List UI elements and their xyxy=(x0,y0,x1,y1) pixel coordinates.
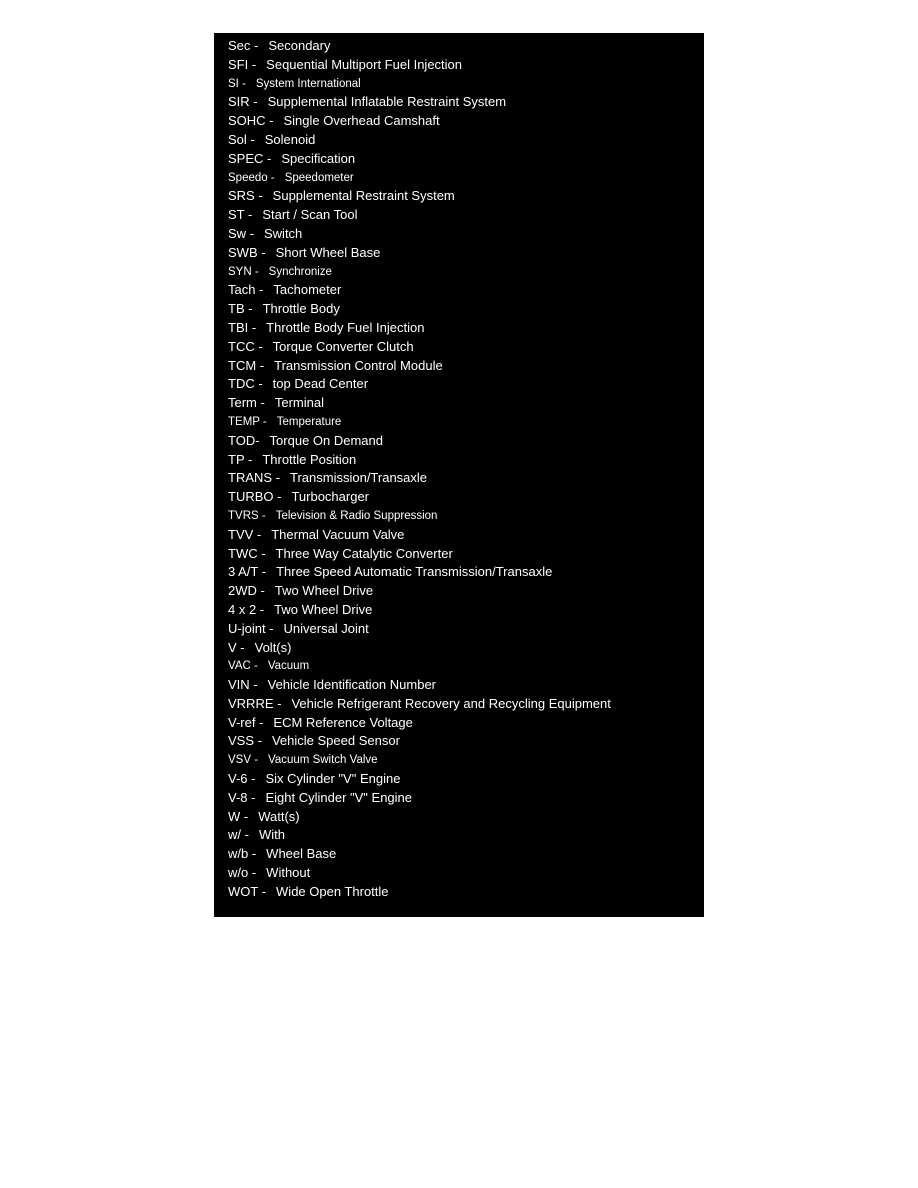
entry-abbreviation: 2WD - xyxy=(228,583,265,599)
glossary-entry xyxy=(214,375,704,394)
glossary-entry xyxy=(214,676,704,695)
entry-abbreviation: VAC - xyxy=(228,660,258,673)
glossary-entry xyxy=(214,112,704,131)
glossary-entry xyxy=(214,695,704,714)
entry-definition: Vacuum Switch Valve xyxy=(268,754,378,767)
glossary-entry xyxy=(214,582,704,601)
entry-definition: Throttle Position xyxy=(262,451,357,467)
entry-definition: Switch xyxy=(264,225,303,241)
entry-definition: Torque Converter Clutch xyxy=(272,338,414,354)
entry-definition: Two Wheel Drive xyxy=(274,583,374,599)
glossary-entry xyxy=(214,620,704,639)
glossary-entry xyxy=(214,826,704,845)
entry-abbreviation: TCC - xyxy=(228,338,263,354)
glossary-entry xyxy=(214,526,704,545)
entry-abbreviation: Speedo - xyxy=(228,171,275,184)
glossary-entry xyxy=(214,394,704,413)
entry-abbreviation: 4 x 2 - xyxy=(228,601,265,617)
entry-definition: System International xyxy=(255,77,361,90)
entry-abbreviation: SRS - xyxy=(228,188,263,204)
glossary-entry xyxy=(214,150,704,169)
entry-abbreviation: VRRRE - xyxy=(228,695,282,711)
entry-definition: Tachometer xyxy=(273,282,342,298)
glossary-entry xyxy=(214,187,704,206)
entry-abbreviation: VSS - xyxy=(228,733,262,749)
entry-definition: Sequential Multiport Fuel Injection xyxy=(266,56,463,72)
glossary-entry xyxy=(214,413,704,432)
glossary-entry xyxy=(214,714,704,733)
glossary-panel xyxy=(214,33,704,917)
entry-abbreviation: WOT - xyxy=(228,883,267,899)
glossary-entry xyxy=(214,75,704,94)
entry-definition: Specification xyxy=(281,150,356,166)
glossary-entry xyxy=(214,545,704,564)
entry-abbreviation: TOD- xyxy=(228,432,260,448)
entry-definition: Secondary xyxy=(268,38,331,53)
entry-definition: Single Overhead Camshaft xyxy=(283,113,440,129)
entry-definition: Wide Open Throttle xyxy=(276,883,389,899)
entry-definition: Vehicle Refrigerant Recovery and Recycling Equipment xyxy=(291,695,611,711)
entry-definition: Vehicle Speed Sensor xyxy=(271,733,400,749)
entry-definition: Volt(s) xyxy=(254,639,292,655)
entry-abbreviation: TP - xyxy=(228,451,253,467)
glossary-entry xyxy=(214,319,704,338)
glossary-entry xyxy=(214,657,704,676)
entry-abbreviation: SFI - xyxy=(228,56,257,72)
entry-definition: Watt(s) xyxy=(258,808,300,824)
entry-abbreviation: SIR - xyxy=(228,94,258,110)
entry-abbreviation: V-6 - xyxy=(228,771,256,787)
entry-abbreviation: TEMP - xyxy=(228,415,267,428)
entry-definition: Without xyxy=(266,865,311,881)
entry-abbreviation: SYN - xyxy=(228,265,259,278)
entry-definition: Eight Cylinder "V" Engine xyxy=(265,789,412,805)
entry-definition: Supplemental Restraint System xyxy=(272,188,455,204)
glossary-entry xyxy=(214,751,704,770)
entry-definition: Start / Scan Tool xyxy=(262,207,358,223)
entry-abbreviation: TRANS - xyxy=(228,470,280,486)
entry-definition: Vacuum xyxy=(267,660,310,673)
entry-abbreviation: w/o - xyxy=(228,865,257,881)
glossary-entry xyxy=(214,432,704,451)
entry-definition: Torque On Demand xyxy=(269,432,383,448)
entry-definition: Vehicle Identification Number xyxy=(267,677,436,693)
entry-abbreviation: Term - xyxy=(228,395,265,411)
entry-abbreviation: w/b - xyxy=(228,846,257,862)
entry-definition: Wheel Base xyxy=(266,846,337,862)
entry-definition: Six Cylinder "V" Engine xyxy=(265,771,401,787)
entry-abbreviation: W - xyxy=(228,808,249,824)
entry-definition: Synchronize xyxy=(268,265,332,278)
entry-abbreviation: TVRS - xyxy=(228,509,266,522)
entry-definition: Solenoid xyxy=(264,131,316,147)
glossary-entry xyxy=(214,883,704,902)
entry-abbreviation: V - xyxy=(228,639,245,655)
entry-definition: Supplemental Inflatable Restraint System xyxy=(267,94,507,110)
entry-definition: ECM Reference Voltage xyxy=(273,714,413,730)
glossary-entry xyxy=(214,732,704,751)
entry-definition: Turbocharger xyxy=(291,489,370,505)
glossary-entry xyxy=(214,338,704,357)
glossary-entry xyxy=(214,169,704,188)
glossary-entry xyxy=(214,507,704,526)
glossary-entry xyxy=(214,808,704,827)
entry-abbreviation: TBI - xyxy=(228,319,257,335)
glossary-entry xyxy=(214,244,704,263)
entry-abbreviation: w/ - xyxy=(228,827,249,843)
glossary-entry xyxy=(214,563,704,582)
glossary-entry xyxy=(214,37,704,56)
entry-definition: Two Wheel Drive xyxy=(274,601,373,617)
glossary-entry xyxy=(214,601,704,620)
glossary-entry xyxy=(214,225,704,244)
entry-definition: Temperature xyxy=(276,415,342,428)
entry-definition: Transmission/Transaxle xyxy=(290,470,428,486)
entry-abbreviation: SWB - xyxy=(228,244,266,260)
glossary-entry xyxy=(214,206,704,225)
entry-abbreviation: TB - xyxy=(228,301,253,317)
entry-abbreviation: Tach - xyxy=(228,282,264,298)
entry-abbreviation: SI - xyxy=(228,77,246,90)
entry-definition: Short Wheel Base xyxy=(275,244,381,260)
entry-abbreviation: VSV - xyxy=(228,754,259,767)
entry-abbreviation: Sec - xyxy=(228,38,259,53)
glossary-entry xyxy=(214,639,704,658)
entry-abbreviation: V-ref - xyxy=(228,714,264,730)
entry-abbreviation: Sol - xyxy=(228,131,255,147)
glossary-entry xyxy=(214,789,704,808)
entry-abbreviation: Sw - xyxy=(228,225,254,241)
glossary-entry xyxy=(214,469,704,488)
entry-abbreviation: SPEC - xyxy=(228,150,272,166)
entry-definition: Throttle Body xyxy=(262,301,340,317)
entry-abbreviation: VIN - xyxy=(228,677,258,693)
glossary-entry xyxy=(214,451,704,470)
glossary-entry xyxy=(214,93,704,112)
glossary-entry xyxy=(214,56,704,75)
entry-definition: Throttle Body Fuel Injection xyxy=(266,319,425,335)
glossary-entry xyxy=(214,131,704,150)
glossary-entry xyxy=(214,300,704,319)
entry-definition: Speedometer xyxy=(284,171,354,184)
entry-definition: Three Speed Automatic Transmission/Transaxle xyxy=(276,564,553,580)
entry-abbreviation: TURBO - xyxy=(228,489,282,505)
entry-definition: Thermal Vacuum Valve xyxy=(271,526,405,542)
entry-abbreviation: TDC - xyxy=(228,376,263,392)
entry-abbreviation: SOHC - xyxy=(228,113,274,129)
entry-abbreviation: TWC - xyxy=(228,545,266,561)
glossary-entry xyxy=(214,864,704,883)
entry-abbreviation: V-8 - xyxy=(228,789,256,805)
entry-definition: Universal Joint xyxy=(283,620,369,636)
entry-abbreviation: TCM - xyxy=(228,357,265,373)
glossary-entry xyxy=(214,770,704,789)
entry-abbreviation: TVV - xyxy=(228,526,262,542)
entry-definition: top Dead Center xyxy=(272,376,369,392)
entry-definition: Transmission Control Module xyxy=(274,357,443,373)
entry-abbreviation: 3 A/T - xyxy=(228,564,267,580)
entry-definition: Three Way Catalytic Converter xyxy=(275,545,453,561)
glossary-entry xyxy=(214,845,704,864)
glossary-list xyxy=(214,37,704,902)
glossary-entry xyxy=(214,357,704,376)
glossary-entry xyxy=(214,281,704,300)
entry-definition: Television & Radio Suppression xyxy=(275,509,438,522)
entry-definition: With xyxy=(258,827,285,843)
entry-abbreviation: ST - xyxy=(228,207,253,223)
entry-definition: Terminal xyxy=(274,395,324,411)
glossary-entry xyxy=(214,488,704,507)
entry-abbreviation: U-joint - xyxy=(228,620,274,636)
glossary-entry xyxy=(214,263,704,282)
